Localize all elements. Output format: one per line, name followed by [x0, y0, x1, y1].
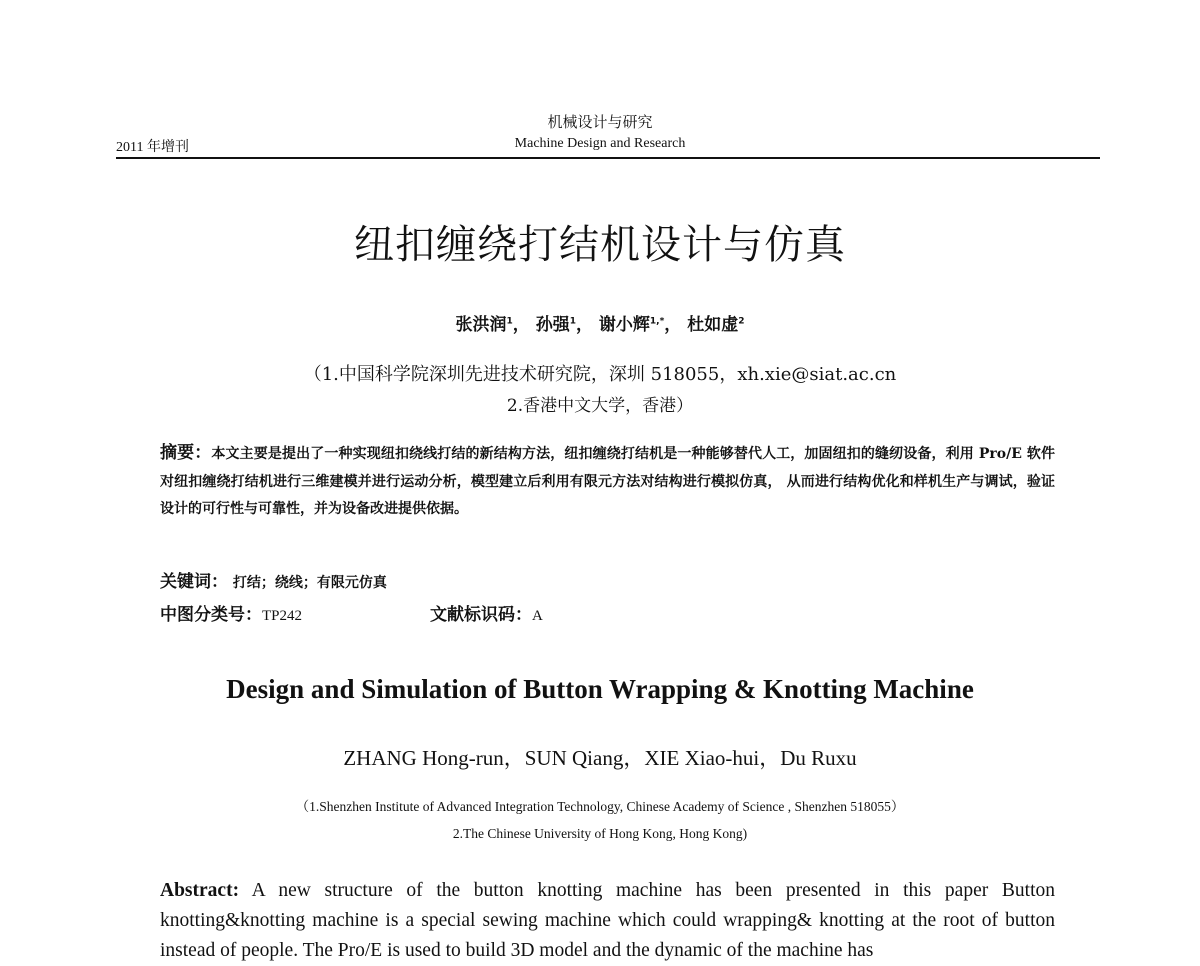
abstract-zh-label: 摘要： — [160, 443, 212, 463]
author-zh: 杜如虚 — [687, 315, 739, 335]
abstract-en-text: A new structure of the button knotting machine has been presented in this paper Button knotting&knotting machine is a special sewing machine which could wrapping& knotting at the root of button instead of people. The Pro/E is used to build 3D model and the dynamic of the machine has — [160, 880, 1055, 961]
author-zh: 谢小辉 — [598, 315, 650, 335]
document-code — [430, 600, 543, 625]
paper-title-en: Design and Simulation of Button Wrapping & Knotting Machine — [226, 674, 974, 704]
affiliation-zh-2: 2.香港中文大学，香港） — [506, 396, 694, 416]
author-zh: 孙强 — [535, 315, 570, 335]
author-affiliation-mark: 1 — [569, 316, 576, 327]
affiliation-zh-1: （1.中国科学院深圳先进技术研究院，深圳 518055，xh.xie@siat.ac.cn — [303, 364, 897, 385]
affiliation-en-1: （1.Shenzhen Institute of Advanced Integration Technology, Chinese Academy of Science , Shenzhen 518055） — [295, 799, 905, 814]
author-affiliation-mark: 1,* — [649, 316, 665, 327]
classification-number — [160, 600, 302, 625]
affiliation-en-2: 2.The Chinese University of Hong Kong, Hong Kong) — [452, 826, 748, 841]
paper-title-zh: 纽扣缠绕打结机设计与仿真 — [354, 222, 846, 268]
document-code-value: A — [532, 608, 543, 624]
keywords-zh — [160, 567, 387, 592]
classification-value: TP242 — [262, 608, 303, 624]
journal-title-zh: 机械设计与研究 — [547, 113, 653, 131]
author-affiliation-mark: 1 — [506, 316, 513, 327]
author-affiliation-mark: 2 — [738, 316, 745, 327]
abstract-zh-text: 本文主要是提出了一种实现纽扣绕线打结的新结构方法，纽扣缠绕打结机是一种能够替代人工，加固纽扣的缝纫设备，利用 Pro/E 软件对纽扣缠绕打结机进行三维建模并进行运动分析，模型建立后利用有限元方法对结构进行模拟仿真， 从而进行结构优化和样机生产与调试，验证设计的可行性与可靠性，并为设备改进提供依据。 — [160, 446, 1056, 517]
header-rule — [116, 157, 1100, 159]
abstract-en-label: Abstract: — [160, 880, 240, 901]
issue-label: 2011 年增刊 — [116, 140, 189, 155]
classification-label: 中图分类号： — [160, 605, 262, 625]
author-zh: 张洪润 — [455, 315, 507, 335]
journal-title-en: Machine Design and Research — [514, 136, 686, 151]
keywords-zh-label: 关键词： — [160, 572, 228, 592]
authors-zh: 张洪润$^1$， 孙强$^1$， 谢小辉$^{1,*}$， 杜如虚$^2$ — [455, 315, 745, 335]
abstract-zh — [160, 440, 1055, 524]
document-code-label: 文献标识码： — [430, 605, 532, 625]
keywords-zh-text: 打结；绕线；有限元仿真 — [232, 575, 387, 591]
authors-en: ZHANG Hong-run，SUN Qiang，XIE Xiao-hui，Du Ruxu — [343, 746, 857, 770]
abstract-en — [160, 876, 1055, 966]
